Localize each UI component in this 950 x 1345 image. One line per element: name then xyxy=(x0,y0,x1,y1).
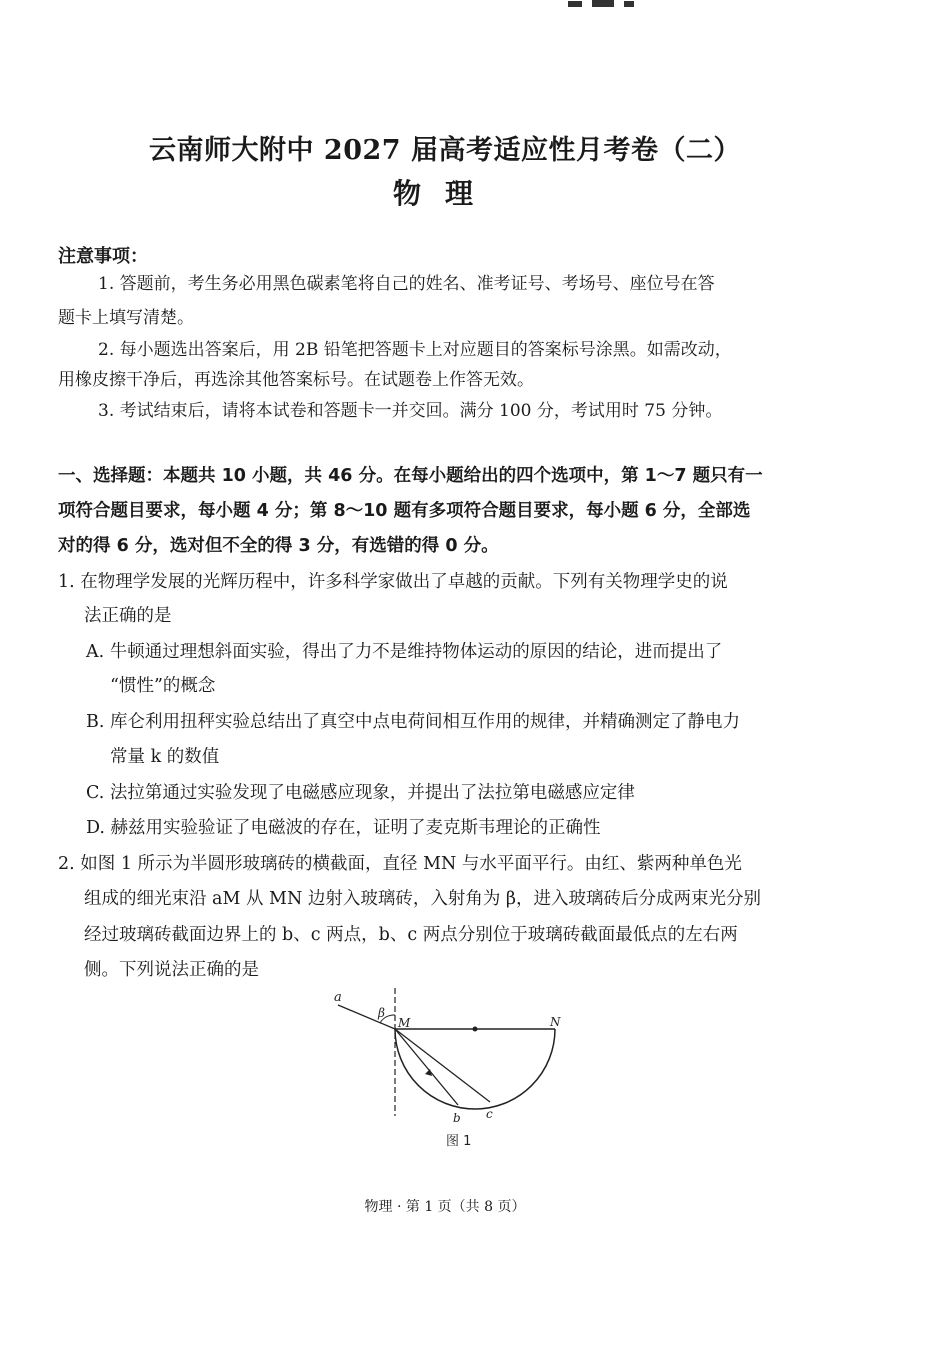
q1-option-b-line-1: B. 库仑利用扭秤实验总结出了真空中点电荷间相互作用的规律，并精确测定了静电力 xyxy=(86,712,740,732)
scan-artifact-mark xyxy=(568,0,638,4)
subject-title: 物理 xyxy=(392,177,497,210)
exam-title: 云南师大附中 2027 届高考适应性月考卷（二） xyxy=(149,135,741,166)
q1-option-c: C. 法拉第通过实验发现了电磁感应现象，并提出了法拉第电磁感应定律 xyxy=(86,783,635,803)
q2-stem-line-4: 侧。下列说法正确的是 xyxy=(84,960,259,980)
q1-option-b-line-2: 常量 k 的数值 xyxy=(110,747,220,767)
q2-stem-line-1: 2. 如图 1 所示为半圆形玻璃砖的横截面，直径 MN 与水平面平行。由红、紫两种单色光 xyxy=(58,854,742,874)
section-1-instructions-line-1: 一、选择题：本题共 10 小题，共 46 分。在每小题给出的四个选项中，第 1～7 题只有一 xyxy=(58,466,763,486)
label-b: b xyxy=(453,1111,461,1125)
note-item-2-line-2: 用橡皮擦干净后，再选涂其他答案标号。在试题卷上作答无效。 xyxy=(58,370,534,390)
q1-option-a-line-2: “惯性”的概念 xyxy=(110,676,216,696)
q2-stem-line-3: 经过玻璃砖截面边界上的 b、c 两点，b、c 两点分别位于玻璃砖截面最低点的左右两 xyxy=(84,925,738,945)
note-item-1-line-2: 题卡上填写清楚。 xyxy=(58,308,194,328)
refracted-ray-c xyxy=(395,1029,490,1102)
figure-1-diagram xyxy=(320,988,580,1162)
semicircle-arc xyxy=(395,1029,555,1109)
q2-stem-line-2: 组成的细光束沿 aM 从 MN 边射入玻璃砖，入射角为 β，进入玻璃砖后分成两束光分别 xyxy=(84,889,762,909)
label-m: M xyxy=(398,1016,411,1030)
page-footer: 物理 · 第 1 页（共 8 页） xyxy=(364,1199,526,1215)
q1-option-d: D. 赫兹用实验验证了电磁波的存在，证明了麦克斯韦理论的正确性 xyxy=(86,818,601,838)
label-a: a xyxy=(334,990,342,1005)
q1-stem-line-2: 法正确的是 xyxy=(84,606,172,626)
q1-stem-line-1: 1. 在物理学发展的光辉历程中，许多科学家做出了卓越的贡献。下列有关物理学史的说 xyxy=(58,572,728,592)
note-item-2-line-1: 2. 每小题选出答案后，用 2B 铅笔把答题卡上对应题目的答案标号涂黑。如需改动， xyxy=(98,340,732,360)
label-c: c xyxy=(486,1107,493,1121)
section-1-instructions-line-2: 项符合题目要求，每小题 4 分；第 8～10 题有多项符合题目要求，每小题 6 分，全部选 xyxy=(58,501,751,521)
label-n: N xyxy=(550,1015,561,1029)
figure-caption: 图 1 xyxy=(446,1134,472,1149)
section-1-instructions-line-3: 对的得 6 分，选对但不全的得 3 分，有选错的得 0 分。 xyxy=(58,536,499,556)
note-item-3-line-1: 3. 考试结束后，请将本试卷和答题卡一并交回。满分 100 分，考试用时 75 分钟。 xyxy=(98,401,723,421)
center-dot xyxy=(473,1027,478,1032)
notes-heading: 注意事项： xyxy=(58,246,148,267)
q1-option-a-line-1: A. 牛顿通过理想斜面实验，得出了力不是维持物体运动的原因的结论，进而提出了 xyxy=(86,642,723,662)
note-item-1-line-1: 1. 答题前，考生务必用黑色碳素笔将自己的姓名、准考证号、考场号、座位号在答 xyxy=(98,274,715,294)
label-beta: β xyxy=(378,1006,385,1020)
